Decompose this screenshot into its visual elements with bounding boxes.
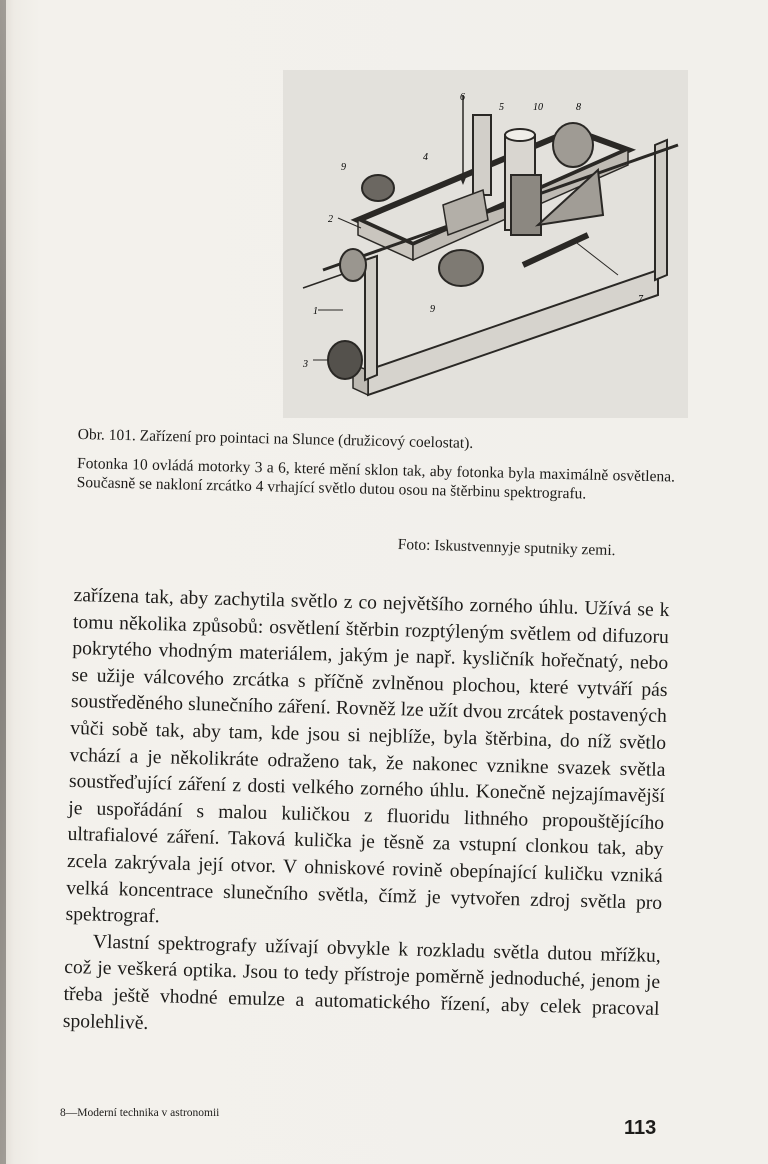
photo-credit: Foto: Iskustvennyje sputniky zemi. bbox=[397, 536, 616, 560]
figure-label-1: 1 bbox=[313, 306, 318, 317]
paragraph-1: zařízena tak, aby zachytila světlo z co největšího zorného úhlu. Užívá se k tomu několika způsobů: osvětlení štěrbin rozptýleným světlem od difuzoru pokrytého vhodným materiálem, jakým je např. kysličník hořečnatý, nebo se užije válcového zrcátka s příčně zvlněnou plochou, které vytváří pás soustředěného slunečního záření. Rovněž lze užít dvou zrcátek postavených vůči sobě tak, aby tam, kde jsou si nejblíže, byla štěrbina, do níž světlo vchází a je několikráte odraženo tak, že nakonec vznikne svazek světla soustřeďující záření z dosti velkého zorného úhlu. Konečně nejzajímavější je uspořádání s malou kuličkou z fluoridu lithného propouštějícího ultrafialové záření. Taková kulička je těsně za vstupní clonkou tak, aby zcela zakrývala její otvor. V ohniskové rovině obepínající kuličku vzniká velká koncentrace slunečního světla, čímž je vytvořen zdroj světla pro spektrograf. bbox=[65, 584, 670, 928]
figure-label-10: 10 bbox=[533, 102, 543, 113]
page-number: 113 bbox=[624, 1117, 657, 1139]
figure-label-4: 4 bbox=[423, 152, 428, 163]
caption-body: Fotonka 10 ovládá motorky 3 a 6, které mění sklon tak, aby fotonka byla maximálně osvětlena. Současně se nakloní zrcátko 4 vrhající světlo dutou osou na štěrbinu spektrografu. bbox=[76, 454, 676, 503]
figure-label-5: 5 bbox=[499, 102, 504, 113]
figure-label-2: 2 bbox=[328, 214, 333, 225]
figure-label-9-bottom: 9 bbox=[430, 304, 435, 315]
figure-coelostat-illustration bbox=[283, 70, 688, 418]
signature-mark: 8—Moderní technika v astronomii bbox=[60, 1107, 220, 1119]
figure-label-9-top: 9 bbox=[341, 162, 346, 173]
figure-label-8: 8 bbox=[576, 102, 581, 113]
figure-label-3: 3 bbox=[303, 359, 308, 370]
figure-label-7: 7 bbox=[638, 294, 643, 305]
main-text bbox=[63, 583, 670, 1050]
coelostat-drawing bbox=[283, 70, 688, 418]
paragraph-2: Vlastní spektrografy užívají obvykle k rozkladu světla dutou mřížku, což je veškerá optika. Jsou to tedy přístroje poměrně jednoduché, jenom je třeba ještě vhodné emulze a automatického řízení, aby celek pracoval spolehlivě. bbox=[62, 931, 662, 1034]
figure-label-6: 6 bbox=[460, 92, 465, 103]
figure-caption bbox=[76, 425, 675, 506]
caption-title: Obr. 101. Zařízení pro pointaci na Slunce (družicový coelostat). bbox=[77, 425, 474, 452]
page-spine-edge bbox=[0, 0, 6, 1164]
